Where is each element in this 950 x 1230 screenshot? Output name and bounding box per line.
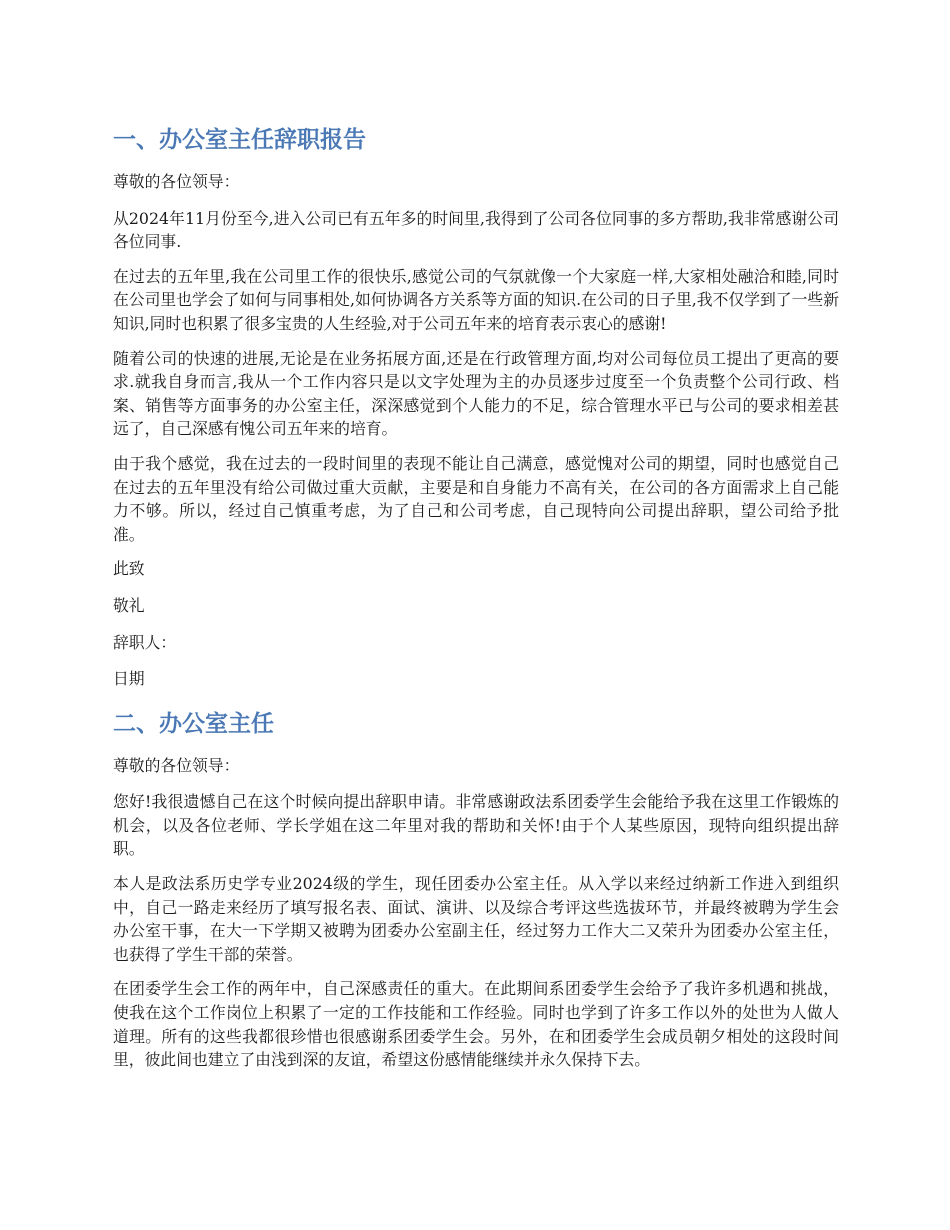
salutation: 尊敬的各位领导： [113, 755, 240, 775]
section-1-heading: 一、办公室主任辞职报告 [113, 127, 366, 153]
body-paragraph: 从2024年11月份至今,进入公司已有五年多的时间里,我得到了公司各位同事的多方帮助,我非常感谢公司各位同事. [113, 208, 839, 252]
closing-line: 敬礼 [113, 595, 145, 615]
body-paragraph: 随着公司的快速的进展,无论是在业务拓展方面,还是在行政管理方面,均对公司每位员工提出了更高的要求.就我自身而言,我从一个工作内容只是以文字处理为主的办员逐步过度至一个负责整个公司行政、档案、销售等方面事务的办公室主任，深深感觉到个人能力的不足，综合管理水平已与公司的要求相差甚远了，自己深感有愧公司五年来的培育。 [113, 348, 839, 439]
body-paragraph: 在过去的五年里,我在公司里工作的很快乐,感觉公司的气氛就像一个大家庭一样,大家相处融洽和睦,同时在公司里也学会了如何与同事相处,如何协调各方关系等方面的知识.在公司的日子里,我不仅学到了一些新知识,同时也积累了很多宝贵的人生经验,对于公司五年来的培育表示衷心的感谢! [113, 266, 839, 333]
closing-line: 此致 [113, 559, 145, 579]
body-paragraph: 在团委学生会工作的两年中，自己深感责任的重大。在此期间系团委学生会给予了我许多机遇和挑战，使我在这个工作岗位上积累了一定的工作技能和工作经验。同时也学到了许多工作以外的处世为人做人道理。所有的这些我都很珍惜也很感谢系团委学生会。另外，在和团委学生会成员朝夕相处的这段时间里，彼此间也建立了由浅到深的友谊，希望这份感情能继续并永久保持下去。 [113, 979, 839, 1070]
section-2-heading: 二、办公室主任 [113, 710, 274, 737]
signature-line: 辞职人： [113, 632, 177, 652]
body-paragraph: 您好!我很遗憾自己在这个时候向提出辞职申请。非常感谢政法系团委学生会能给予我在这里工作锻炼的机会，以及各位老师、学长学姐在这二年里对我的帮助和关怀!由于个人某些原因，现特向组织提出辞职。 [113, 792, 839, 859]
body-paragraph: 本人是政法系历史学专业2024级的学生，现任团委办公室主任。从入学以来经过纳新工作进入到组织中，自己一路走来经历了填写报名表、面试、演讲、以及综合考评这些选拔环节，并最终被聘为学生会办公室干事，在大一下学期又被聘为团委办公室副主任，经过努力工作大二又荣升为团委办公室主任，也获得了学生干部的荣誉。 [113, 874, 839, 964]
salutation: 尊敬的各位领导： [113, 172, 240, 191]
body-paragraph: 由于我个感觉，我在过去的一段时间里的表现不能让自己满意，感觉愧对公司的期望，同时也感觉自己在过去的五年里没有给公司做过重大贡献，主要是和自身能力不高有关，在公司的各方面需求上自己能力不够。所以，经过自己慎重考虑，为了自己和公司考虑，自己现特向公司提出辞职，望公司给予批准。 [113, 453, 839, 544]
date-line: 日期 [113, 669, 145, 689]
document-page [113, 120, 839, 1083]
